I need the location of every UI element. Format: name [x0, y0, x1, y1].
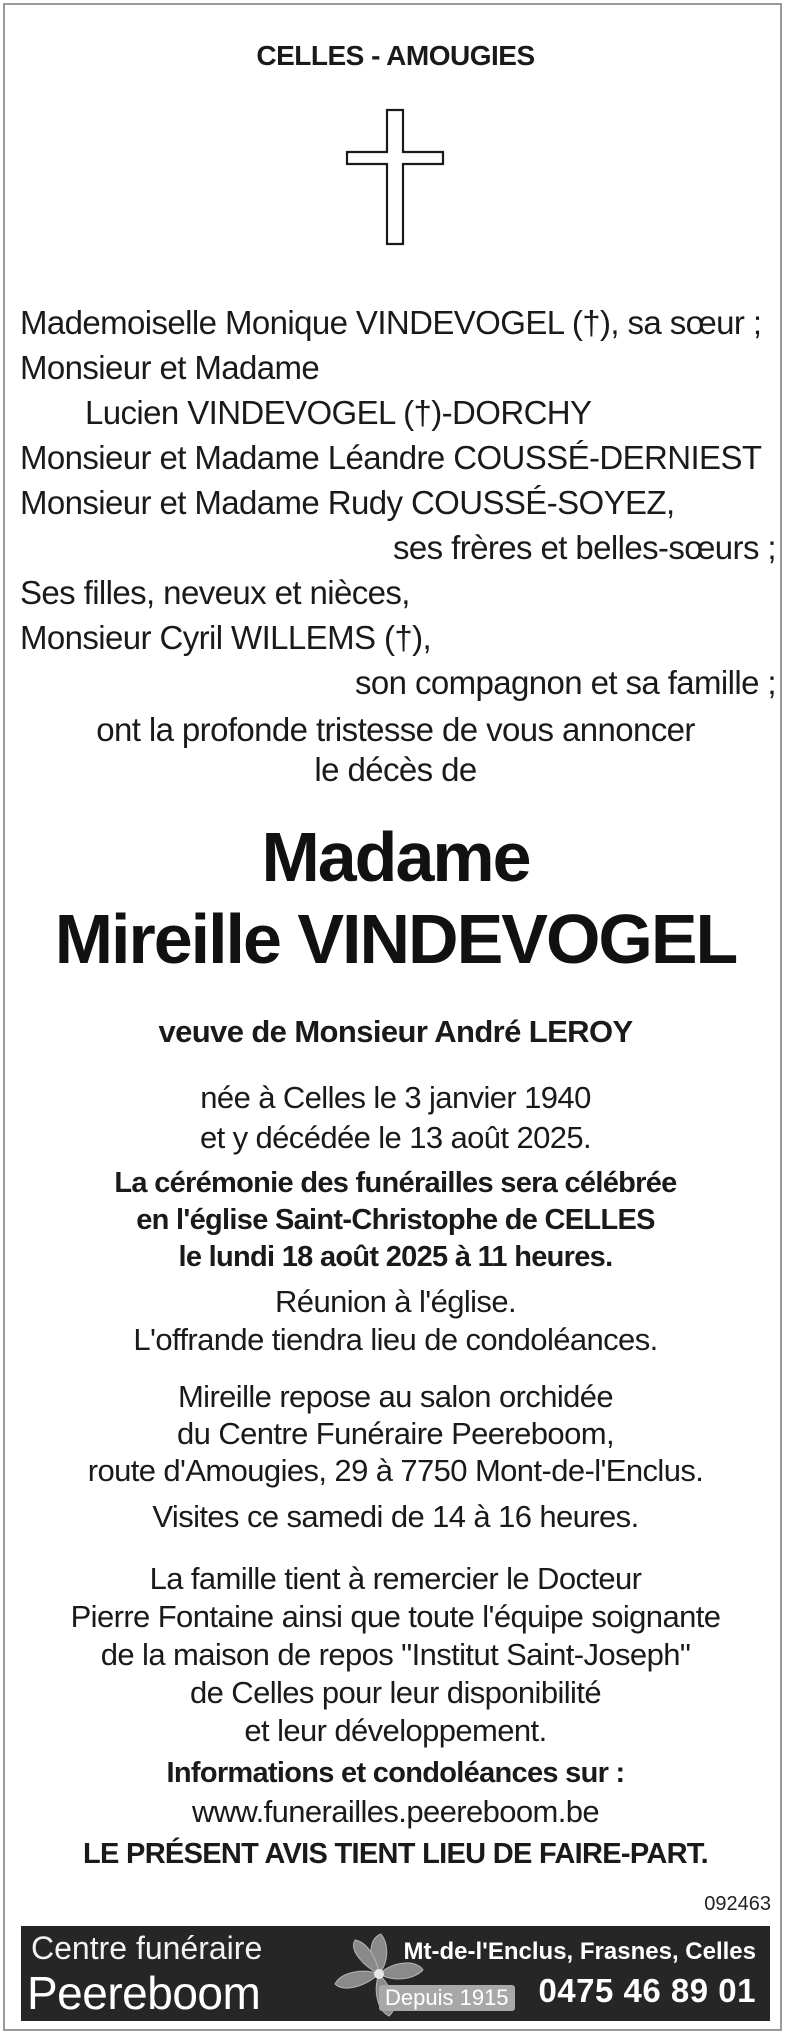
rest-line-1: Mireille repose au salon orchidée — [177, 1379, 614, 1414]
family-line-daughters: Ses filles, neveux et nièces, — [20, 574, 410, 611]
latin-cross-outline-icon — [345, 108, 445, 246]
thanks-line-1: La famille tient à remercier le Docteur — [149, 1561, 642, 1596]
family-line-brother-2: Monsieur et Madame Léandre COUSSÉ-DERNIEST — [20, 439, 762, 476]
family-line-brother-3: Monsieur et Madame Rudy COUSSÉ-SOYEZ, — [20, 484, 675, 521]
locality-heading: CELLES - AMOUGIES — [256, 40, 535, 71]
widow-of: veuve de Monsieur André LEROY — [158, 1014, 633, 1049]
visits-line: Visites ce samedi de 14 à 16 heures. — [152, 1499, 639, 1534]
funeral-home-banner — [21, 1926, 770, 2021]
announce-line-2: le décès de — [314, 751, 477, 788]
deceased-title: Madame — [261, 818, 530, 896]
meeting-line-2: L'offrande tiendra lieu de condoléances. — [133, 1322, 658, 1357]
deceased-name: Mireille VINDEVOGEL — [54, 900, 737, 978]
family-line-companion-role: son compagnon et sa famille ; — [354, 664, 776, 701]
brand-line-1: Centre funéraire — [31, 1930, 263, 1966]
ceremony-line-3: le lundi 18 août 2025 à 11 heures. — [178, 1241, 613, 1273]
reference-number: 092463 — [704, 1893, 771, 1915]
family-line-brother-1: Lucien VINDEVOGEL (†)-DORCHY — [85, 394, 592, 431]
family-line-sister: Mademoiselle Monique VINDEVOGEL (†), sa sœur ; — [20, 304, 762, 341]
thanks-line-2: Pierre Fontaine ainsi que toute l'équipe soignante — [70, 1599, 721, 1634]
rest-line-3: route d'Amougies, 29 à 7750 Mont-de-l'Enclus. — [87, 1453, 704, 1488]
ceremony-line-2: en l'église Saint-Christophe de CELLES — [136, 1204, 655, 1236]
phone-number[interactable]: 0475 46 89 01 — [538, 1972, 756, 2009]
brand-line-2: Peereboom — [27, 1967, 261, 2019]
announce-line-1: ont la profonde tristesse de vous annoncer — [96, 711, 695, 748]
branch-locations: Mt-de-l'Enclus, Frasnes, Celles — [403, 1938, 756, 1965]
birth-line: née à Celles le 3 janvier 1940 — [200, 1080, 591, 1115]
thanks-line-5: et leur développement. — [244, 1713, 547, 1748]
website-link[interactable]: www.funerailles.peereboom.be — [191, 1794, 600, 1829]
family-line-siblings-role: ses frères et belles-sœurs ; — [393, 529, 776, 566]
thanks-line-3: de la maison de repos "Institut Saint-Joseph" — [100, 1637, 691, 1672]
info-label: Informations et condoléances sur : — [166, 1757, 625, 1789]
ceremony-line-1: La cérémonie des funérailles sera célébrée — [114, 1167, 677, 1199]
family-line-brother-intro: Monsieur et Madame — [20, 349, 320, 386]
family-line-companion: Monsieur Cyril WILLEMS (†), — [20, 619, 432, 656]
meeting-line-1: Réunion à l'église. — [275, 1284, 516, 1319]
death-line: et y décédée le 13 août 2025. — [199, 1120, 592, 1155]
since-badge: Depuis 1915 — [379, 1985, 515, 2011]
thanks-line-4: de Celles pour leur disponibilité — [189, 1675, 601, 1710]
faire-part-notice: LE PRÉSENT AVIS TIENT LIEU DE FAIRE-PART. — [83, 1838, 708, 1870]
rest-line-2: du Centre Funéraire Peereboom, — [177, 1416, 614, 1451]
